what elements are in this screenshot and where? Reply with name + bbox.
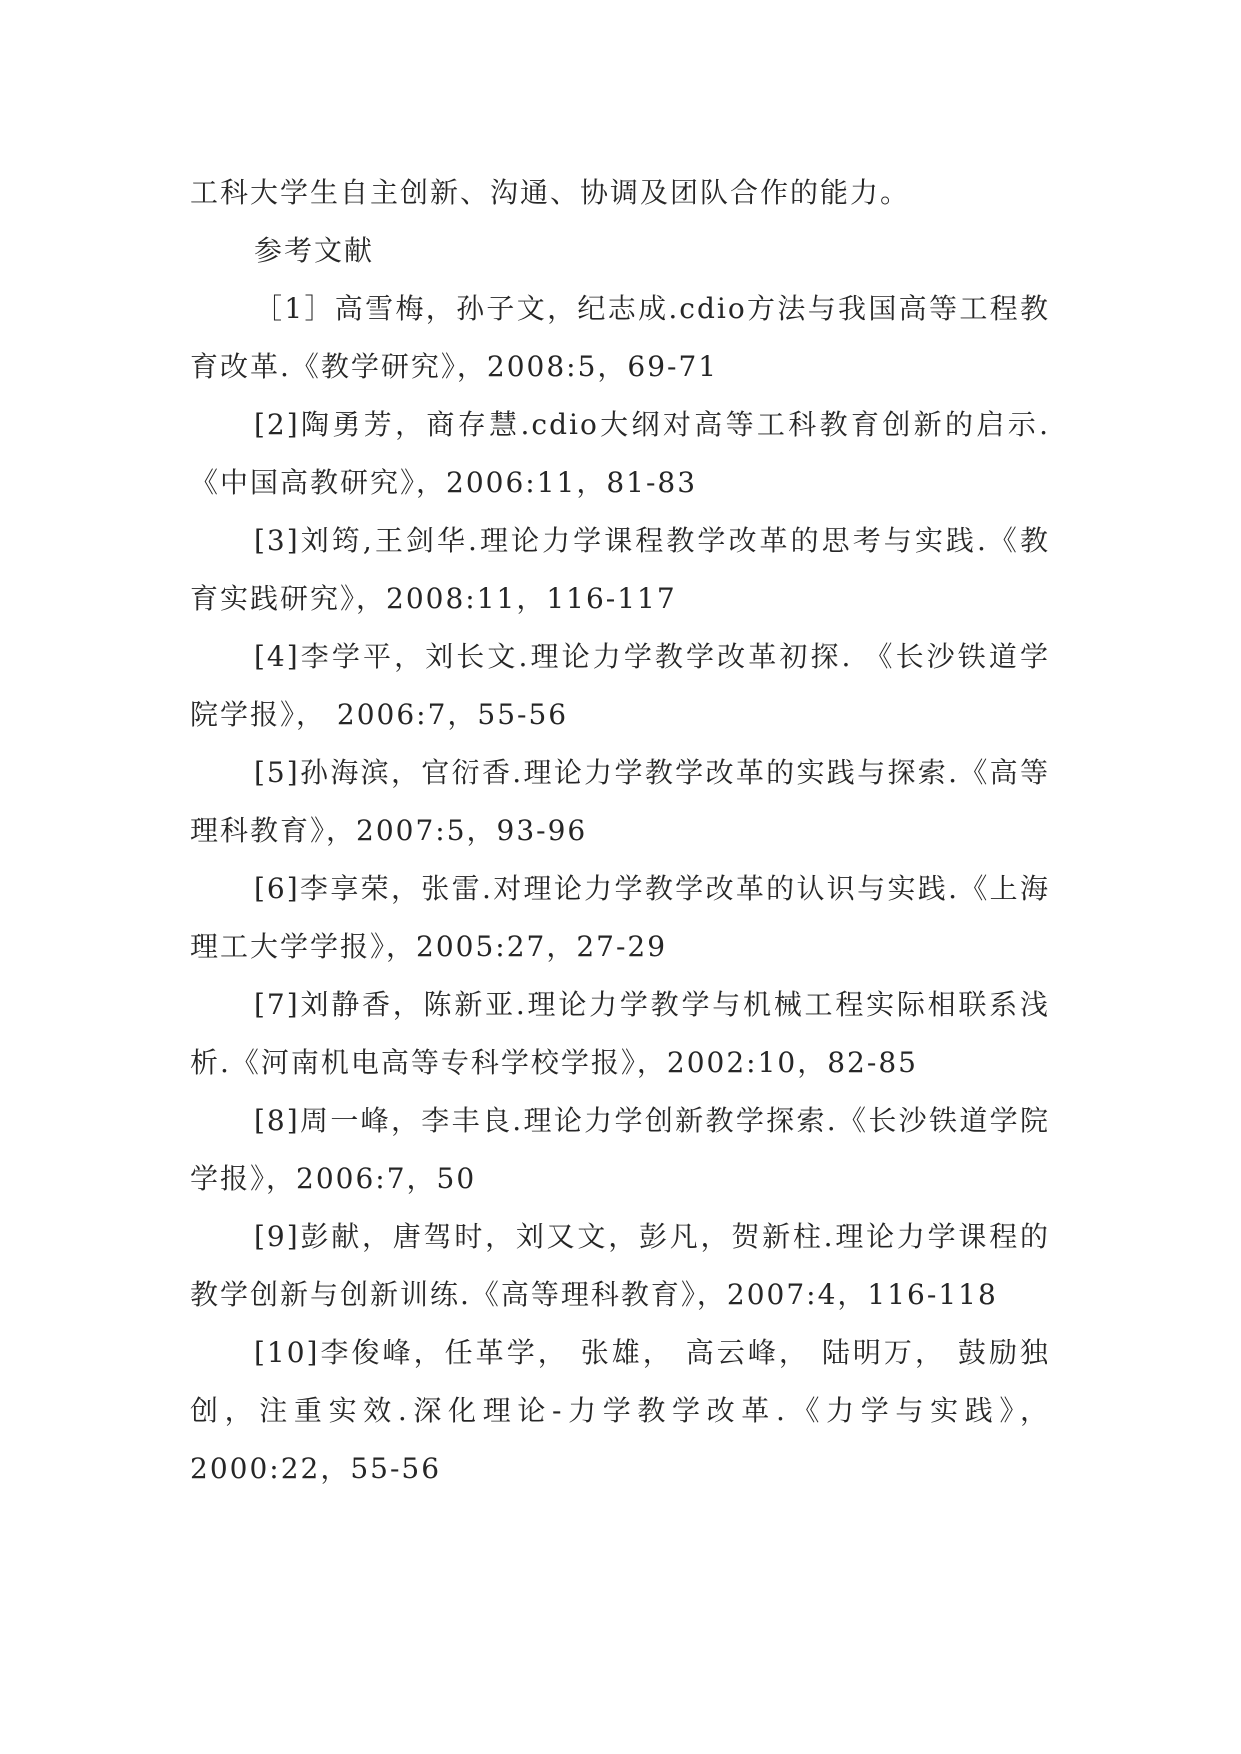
reference-item-10: [10]李俊峰，任革学， 张雄， 高云峰， 陆明万， 鼓励独创，注重实效.深化理论-力学教学改革.《力学与实践》，2000:22，55-56 — [190, 1336, 1050, 1485]
reference-item-2: [2]陶勇芳，商存慧.cdio大纲对高等工科教育创新的启示.《中国高教研究》，2006:11，81-83 — [190, 408, 1050, 499]
reference-item-6: [6]李享荣，张雷.对理论力学教学改革的认识与实践.《上海理工大学学报》，2005:27，27-29 — [190, 872, 1050, 963]
reference-item-4: [4]李学平，刘长文.理论力学教学改革初探. 《长沙铁道学院学报》， 2006:7，55-56 — [190, 640, 1050, 731]
reference-item-5: [5]孙海滨，官衍香.理论力学教学改革的实践与探索.《高等理科教育》，2007:5，93-96 — [190, 756, 1050, 847]
reference-item-8: [8]周一峰，李丰良.理论力学创新教学探索.《长沙铁道学院学报》，2006:7，50 — [190, 1104, 1050, 1195]
reference-item-9: [9]彭献，唐驾时，刘又文，彭凡，贺新柱.理论力学课程的教学创新与创新训练.《高等理科教育》，2007:4，116-118 — [190, 1220, 1050, 1311]
references-heading: 参考文献 — [254, 234, 375, 267]
intro-tail-paragraph: 工科大学生自主创新、沟通、协调及团队合作的能力。 — [190, 176, 911, 209]
reference-item-3: [3]刘筠,王剑华.理论力学课程教学改革的思考与实践.《教育实践研究》，2008:11，116-117 — [190, 524, 1050, 615]
reference-item-7: [7]刘静香，陈新亚.理论力学教学与机械工程实际相联系浅析.《河南机电高等专科学校学报》，2002:10，82-85 — [190, 988, 1050, 1079]
document-page — [190, 164, 1050, 1498]
reference-item-1: ［1］高雪梅，孙子文，纪志成.cdio方法与我国高等工程教育改革.《教学研究》，2008:5，69-71 — [190, 292, 1050, 383]
